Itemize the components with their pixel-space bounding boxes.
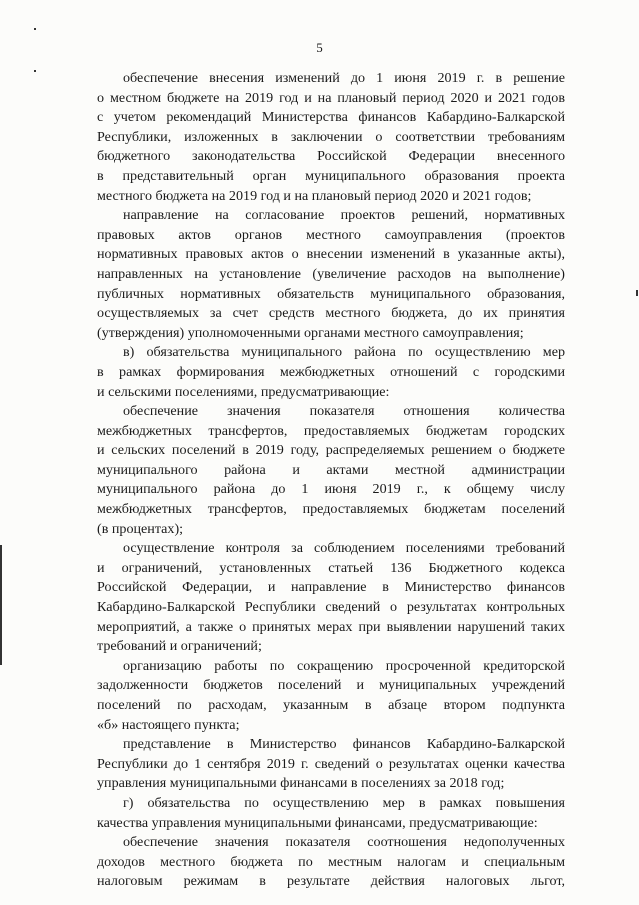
text-line: направление на согласование проектов решений, нормативных: [123, 207, 565, 224]
text-line: обеспечение значения показателя соотношения недополученных: [123, 834, 565, 851]
text-line: о местном бюджете на 2019 год и на плановый период 2020 и 2021 годов: [97, 89, 565, 106]
text-line: осуществляемых за счет средств местного бюджета, до их принятия: [97, 305, 565, 322]
text-line: муниципального района до 1 июня 2019 г., к общему числу: [97, 481, 565, 498]
text-line: в представительный орган муниципального образования проекта: [97, 167, 565, 184]
text-line: Российской Федерации, и направление в Министерство финансов: [97, 579, 565, 596]
text-line: качества управления муниципальными финансами, предусматривающие:: [97, 814, 538, 831]
text-line: межбюджетных трансфертов, предоставляемых бюджетам поселений: [97, 501, 565, 518]
text-line: обеспечение внесения изменений до 1 июня 2019 г. в решение: [123, 70, 565, 86]
text-line: и сельскими поселениями, предусматривающие:: [97, 383, 390, 400]
text-line: нормативных правовых актов о внесении изменений в указанные акты),: [97, 246, 565, 263]
scan-mark: [636, 290, 638, 296]
text-line: Республики, изложенных в заключении о соответствии требованиям: [97, 128, 565, 145]
text-line: (в процентах);: [97, 520, 184, 537]
text-line: в рамках формирования межбюджетных отношений с городскими: [97, 363, 565, 380]
page-number: 5: [316, 40, 323, 55]
text-line: налоговым режимам в результате действия налоговых льгот,: [97, 873, 565, 890]
text-line: в) обязательства муниципального района по осуществлению мер: [123, 344, 565, 361]
text-line: и ограничений, установленных статьей 136 Бюджетного кодекса: [97, 559, 565, 576]
text-line: осуществление контроля за соблюдением поселениями требований: [123, 540, 565, 557]
text-line: Республики до 1 сентября 2019 г. сведений о результатах оценки качества: [97, 755, 565, 772]
scan-mark: [34, 28, 36, 30]
text-line: правовых актов органов местного самоуправления (проектов: [97, 226, 565, 243]
text-line: публичных нормативных обязательств муниципального образования,: [97, 285, 565, 302]
text-line: мероприятий, а также о принятых мерах при выявлении нарушений таких: [97, 618, 565, 635]
text-line: г) обязательства по осуществлению мер в рамках повышения: [123, 794, 565, 811]
text-line: с учетом рекомендаций Министерства финансов Кабардино-Балкарской: [97, 109, 565, 126]
text-line: бюджетного законодательства Российской Федерации внесенного: [97, 148, 565, 165]
text-line: Кабардино-Балкарской Республики сведений о результатах контрольных: [97, 599, 565, 616]
text-line: и сельских поселений в 2019 году, распределяемых решением о бюджете: [97, 442, 565, 459]
text-line: обеспечение значения показателя отношения количества: [123, 403, 565, 420]
text-line: поселений по расходам, указанным в абзаце втором подпункта: [97, 697, 565, 713]
text-line: межбюджетных трансфертов, предоставляемых бюджетам городских: [97, 422, 565, 439]
text-line: направленных на установление (увеличение расходов на выполнение): [97, 265, 565, 282]
document-body: [97, 69, 565, 892]
scan-mark: [0, 545, 2, 665]
text-line: (утверждения) уполномоченными органами местного самоуправления;: [97, 324, 524, 341]
text-line: «б» настоящего пункта;: [97, 716, 240, 733]
scan-mark: [34, 70, 36, 72]
text-line: местного бюджета на 2019 год и на плановый период 2020 и 2021 годов;: [97, 187, 532, 204]
text-line: требований и ограничений;: [97, 638, 262, 655]
text-line: управления муниципальными финансами в поселениях за 2018 год;: [97, 775, 505, 792]
text-line: муниципального района и актами местной администрации: [97, 461, 565, 478]
text-line: организацию работы по сокращению просроченной кредиторской: [123, 657, 565, 674]
text-line: представление в Министерство финансов Кабардино-Балкарской: [123, 736, 565, 753]
text-line: доходов местного бюджета по местным налогам и специальным: [97, 853, 565, 870]
text-line: задолженности бюджетов поселений и муниципальных учреждений: [97, 677, 565, 694]
